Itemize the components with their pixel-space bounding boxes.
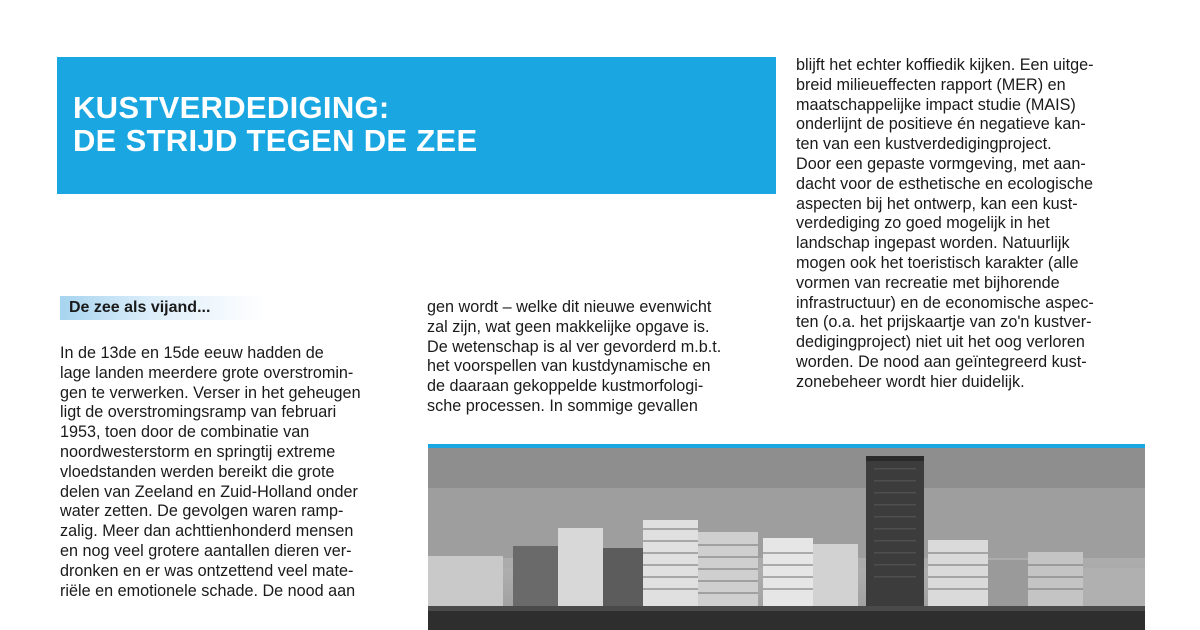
section-heading-text: De zee als vijand... (69, 299, 211, 316)
text-line: zonebeheer wordt hier duidelijk. (796, 372, 1025, 391)
coastline-photo-illustration (428, 448, 1145, 630)
text-line: De wetenschap is al ver gevorderd m.b.t. (427, 337, 722, 356)
text-column-middle (427, 298, 721, 417)
text-line: water zetten. De gevolgen waren ramp- (60, 502, 344, 521)
section-heading (60, 296, 265, 320)
text-line: dronken en er was ontzettend veel mate- (60, 561, 354, 580)
text-line: vormen van recreatie met bijhorende (796, 273, 1060, 292)
text-line: worden. De nood aan geïntegreerd kust- (796, 352, 1087, 371)
text-line: vloedstanden werden bereikt die grote (60, 462, 335, 481)
text-line: sche processen. In sommige gevallen (427, 396, 698, 415)
text-line: verdediging zo goed mogelijk in het (796, 214, 1050, 233)
text-line: 1953, toen door de combinatie van (60, 423, 310, 442)
text-line: onderlijnt de positieve én negatieve kan- (796, 115, 1086, 134)
text-line: delen van Zeeland en Zuid-Holland onder (60, 482, 358, 501)
text-line: breid milieueffecten rapport (MER) en (796, 75, 1066, 94)
text-line: de daaraan gekoppelde kustmorfologi- (427, 377, 704, 396)
text-line: landschap ingepast worden. Natuurlijk (796, 234, 1070, 253)
title-banner (57, 57, 776, 194)
text-line: lage landen meerdere grote overstromin- (60, 363, 354, 382)
text-line: dedigingproject) niet uit het oog verloren (796, 333, 1085, 352)
text-line: In de 13de en 15de eeuw hadden de (60, 344, 324, 362)
text-line: blijft het echter koffiedik kijken. Een uitge- (796, 56, 1094, 74)
title-line-2: DE STRIJD TEGEN DE ZEE (73, 123, 478, 158)
text-line: gen te verwerken. Verser in het geheugen (60, 383, 361, 402)
text-line: zal zijn, wat geen makkelijke opgave is. (427, 317, 710, 336)
text-line: ligt de overstromingsramp van februari (60, 403, 337, 422)
text-line: ten (o.a. het prijskaartje van zo'n kustver- (796, 313, 1092, 332)
text-line: dacht voor de esthetische en ecologische (796, 174, 1093, 193)
text-line: ten van een kustverdedigingproject. (796, 135, 1052, 154)
text-line: Door een gepaste vormgeving, met aan- (796, 154, 1086, 173)
text-line: maatschappelijke impact studie (MAIS) (796, 95, 1076, 114)
text-column-right (796, 56, 1094, 393)
text-line: noordwesterstorm en springtij extreme (60, 442, 336, 461)
text-line: het voorspellen van kustdynamische en (427, 357, 711, 376)
text-line: aspecten bij het ontwerp, kan een kust- (796, 194, 1078, 213)
text-line: en nog veel grotere aantallen dieren ver- (60, 541, 352, 560)
text-line: infrastructuur) en de economische aspec- (796, 293, 1094, 312)
text-column-left (60, 344, 361, 601)
text-line: gen wordt – welke dit nieuwe evenwicht (427, 298, 712, 316)
title-line-1: KUSTVERDEDIGING: (73, 90, 390, 125)
text-line: zalig. Meer dan achttienhonderd mensen (60, 522, 354, 541)
coastline-photo (428, 448, 1145, 630)
text-line: mogen ook het toeristisch karakter (alle (796, 253, 1079, 272)
text-line: riële en emotionele schade. De nood aan (60, 581, 356, 600)
